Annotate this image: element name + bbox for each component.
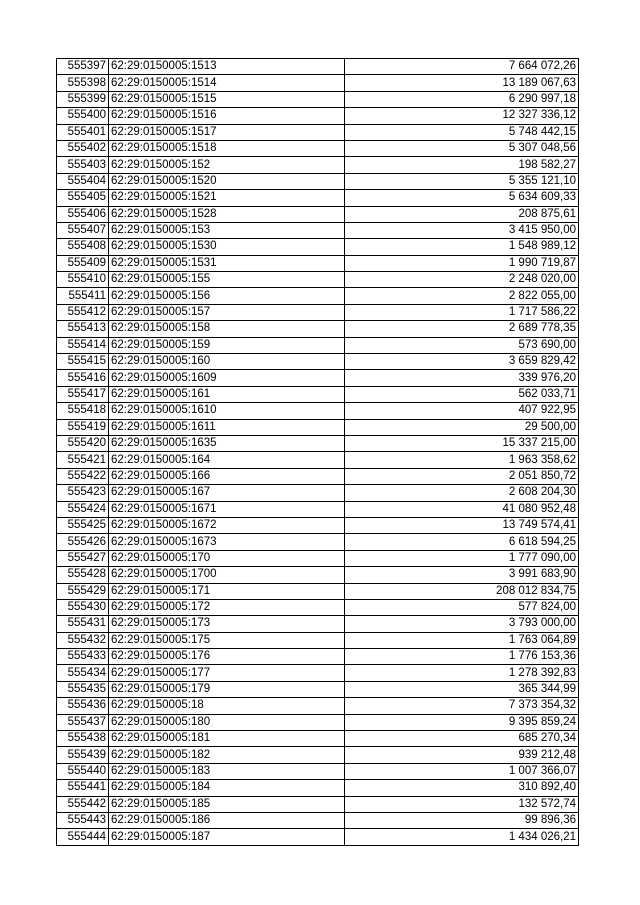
cadastral-number-cell: 62:29:0150005:180 bbox=[109, 714, 345, 730]
cadastral-number-cell: 62:29:0150005:166 bbox=[109, 468, 345, 484]
cadastral-number-cell: 62:29:0150005:182 bbox=[109, 747, 345, 763]
cadastral-number-cell: 62:29:0150005:1530 bbox=[109, 239, 345, 255]
row-number-cell: 555400 bbox=[57, 108, 109, 124]
table-row bbox=[57, 583, 579, 599]
row-number-cell: 555403 bbox=[57, 157, 109, 173]
table-row bbox=[57, 354, 579, 370]
cadastral-number-cell: 62:29:0150005:185 bbox=[109, 796, 345, 812]
value-cell: 939 212,48 bbox=[345, 747, 579, 763]
table-row bbox=[57, 665, 579, 681]
value-cell: 3 415 950,00 bbox=[345, 222, 579, 238]
value-cell: 5 634 609,33 bbox=[345, 190, 579, 206]
value-cell: 1 434 026,21 bbox=[345, 829, 579, 845]
cadastral-number-cell: 62:29:0150005:175 bbox=[109, 632, 345, 648]
cadastral-number-cell: 62:29:0150005:153 bbox=[109, 222, 345, 238]
cadastral-number-cell: 62:29:0150005:1700 bbox=[109, 567, 345, 583]
table-row bbox=[57, 75, 579, 91]
table-row bbox=[57, 599, 579, 615]
cadastral-number-cell: 62:29:0150005:179 bbox=[109, 681, 345, 697]
row-number-cell: 555425 bbox=[57, 517, 109, 533]
value-cell: 2 051 850,72 bbox=[345, 468, 579, 484]
row-number-cell: 555417 bbox=[57, 386, 109, 402]
table-row bbox=[57, 386, 579, 402]
cadastral-number-cell: 62:29:0150005:184 bbox=[109, 780, 345, 796]
cadastral-number-cell: 62:29:0150005:1514 bbox=[109, 75, 345, 91]
cadastral-number-cell: 62:29:0150005:167 bbox=[109, 485, 345, 501]
table-row bbox=[57, 108, 579, 124]
value-cell: 198 582,27 bbox=[345, 157, 579, 173]
row-number-cell: 555429 bbox=[57, 583, 109, 599]
row-number-cell: 555406 bbox=[57, 206, 109, 222]
table-row bbox=[57, 173, 579, 189]
row-number-cell: 555426 bbox=[57, 534, 109, 550]
cadastral-number-cell: 62:29:0150005:181 bbox=[109, 731, 345, 747]
table-row bbox=[57, 190, 579, 206]
cadastral-value-table bbox=[56, 58, 579, 846]
value-cell: 1 777 090,00 bbox=[345, 550, 579, 566]
row-number-cell: 555419 bbox=[57, 419, 109, 435]
value-cell: 7 664 072,26 bbox=[345, 59, 579, 75]
value-cell: 339 976,20 bbox=[345, 370, 579, 386]
cadastral-number-cell: 62:29:0150005:187 bbox=[109, 829, 345, 845]
table-row bbox=[57, 649, 579, 665]
value-cell: 1 763 064,89 bbox=[345, 632, 579, 648]
value-cell: 7 373 354,32 bbox=[345, 698, 579, 714]
row-number-cell: 555412 bbox=[57, 304, 109, 320]
table-body bbox=[57, 59, 579, 846]
value-cell: 1 278 392,83 bbox=[345, 665, 579, 681]
value-cell: 3 793 000,00 bbox=[345, 616, 579, 632]
value-cell: 208 012 834,75 bbox=[345, 583, 579, 599]
value-cell: 2 248 020,00 bbox=[345, 272, 579, 288]
cadastral-number-cell: 62:29:0150005:18 bbox=[109, 698, 345, 714]
cadastral-number-cell: 62:29:0150005:1520 bbox=[109, 173, 345, 189]
row-number-cell: 555431 bbox=[57, 616, 109, 632]
table-row bbox=[57, 780, 579, 796]
cadastral-number-cell: 62:29:0150005:1516 bbox=[109, 108, 345, 124]
value-cell: 5 748 442,15 bbox=[345, 124, 579, 140]
cadastral-number-cell: 62:29:0150005:1531 bbox=[109, 255, 345, 271]
value-cell: 577 824,00 bbox=[345, 599, 579, 615]
value-cell: 1 963 358,62 bbox=[345, 452, 579, 468]
cadastral-number-cell: 62:29:0150005:1610 bbox=[109, 403, 345, 419]
cadastral-number-cell: 62:29:0150005:1517 bbox=[109, 124, 345, 140]
cadastral-number-cell: 62:29:0150005:160 bbox=[109, 354, 345, 370]
row-number-cell: 555397 bbox=[57, 59, 109, 75]
value-cell: 1 007 366,07 bbox=[345, 763, 579, 779]
value-cell: 310 892,40 bbox=[345, 780, 579, 796]
table-row bbox=[57, 534, 579, 550]
table-row bbox=[57, 403, 579, 419]
table-row bbox=[57, 321, 579, 337]
row-number-cell: 555437 bbox=[57, 714, 109, 730]
cadastral-number-cell: 62:29:0150005:1513 bbox=[109, 59, 345, 75]
value-cell: 562 033,71 bbox=[345, 386, 579, 402]
table-row bbox=[57, 468, 579, 484]
row-number-cell: 555439 bbox=[57, 747, 109, 763]
cadastral-number-cell: 62:29:0150005:159 bbox=[109, 337, 345, 353]
table-row bbox=[57, 616, 579, 632]
table-row bbox=[57, 698, 579, 714]
cadastral-number-cell: 62:29:0150005:161 bbox=[109, 386, 345, 402]
table-row bbox=[57, 796, 579, 812]
cadastral-number-cell: 62:29:0150005:164 bbox=[109, 452, 345, 468]
table-row bbox=[57, 501, 579, 517]
cadastral-number-cell: 62:29:0150005:156 bbox=[109, 288, 345, 304]
row-number-cell: 555399 bbox=[57, 91, 109, 107]
cadastral-number-cell: 62:29:0150005:1673 bbox=[109, 534, 345, 550]
cadastral-number-cell: 62:29:0150005:170 bbox=[109, 550, 345, 566]
value-cell: 6 618 594,25 bbox=[345, 534, 579, 550]
cadastral-number-cell: 62:29:0150005:1515 bbox=[109, 91, 345, 107]
value-cell: 208 875,61 bbox=[345, 206, 579, 222]
cadastral-number-cell: 62:29:0150005:176 bbox=[109, 649, 345, 665]
cadastral-number-cell: 62:29:0150005:1521 bbox=[109, 190, 345, 206]
table-row bbox=[57, 91, 579, 107]
row-number-cell: 555402 bbox=[57, 140, 109, 156]
table-row bbox=[57, 550, 579, 566]
row-number-cell: 555436 bbox=[57, 698, 109, 714]
value-cell: 1 990 719,87 bbox=[345, 255, 579, 271]
table-row bbox=[57, 485, 579, 501]
row-number-cell: 555423 bbox=[57, 485, 109, 501]
value-cell: 9 395 859,24 bbox=[345, 714, 579, 730]
value-cell: 41 080 952,48 bbox=[345, 501, 579, 517]
table-row bbox=[57, 124, 579, 140]
row-number-cell: 555430 bbox=[57, 599, 109, 615]
row-number-cell: 555415 bbox=[57, 354, 109, 370]
table-row bbox=[57, 567, 579, 583]
row-number-cell: 555442 bbox=[57, 796, 109, 812]
value-cell: 99 896,36 bbox=[345, 812, 579, 828]
row-number-cell: 555398 bbox=[57, 75, 109, 91]
row-number-cell: 555443 bbox=[57, 812, 109, 828]
document-page bbox=[56, 58, 579, 846]
cadastral-number-cell: 62:29:0150005:177 bbox=[109, 665, 345, 681]
value-cell: 2 822 055,00 bbox=[345, 288, 579, 304]
value-cell: 1 717 586,22 bbox=[345, 304, 579, 320]
row-number-cell: 555409 bbox=[57, 255, 109, 271]
value-cell: 2 689 778,35 bbox=[345, 321, 579, 337]
cadastral-number-cell: 62:29:0150005:1518 bbox=[109, 140, 345, 156]
value-cell: 5 307 048,56 bbox=[345, 140, 579, 156]
table-row bbox=[57, 239, 579, 255]
cadastral-number-cell: 62:29:0150005:1528 bbox=[109, 206, 345, 222]
cadastral-number-cell: 62:29:0150005:173 bbox=[109, 616, 345, 632]
table-row bbox=[57, 731, 579, 747]
cadastral-number-cell: 62:29:0150005:1611 bbox=[109, 419, 345, 435]
table-row bbox=[57, 272, 579, 288]
table-row bbox=[57, 255, 579, 271]
cadastral-number-cell: 62:29:0150005:155 bbox=[109, 272, 345, 288]
row-number-cell: 555441 bbox=[57, 780, 109, 796]
cadastral-number-cell: 62:29:0150005:183 bbox=[109, 763, 345, 779]
table-row bbox=[57, 337, 579, 353]
cadastral-number-cell: 62:29:0150005:1635 bbox=[109, 435, 345, 451]
cadastral-number-cell: 62:29:0150005:172 bbox=[109, 599, 345, 615]
row-number-cell: 555408 bbox=[57, 239, 109, 255]
row-number-cell: 555428 bbox=[57, 567, 109, 583]
table-row bbox=[57, 288, 579, 304]
row-number-cell: 555432 bbox=[57, 632, 109, 648]
value-cell: 407 922,95 bbox=[345, 403, 579, 419]
row-number-cell: 555404 bbox=[57, 173, 109, 189]
value-cell: 2 608 204,30 bbox=[345, 485, 579, 501]
table-row bbox=[57, 157, 579, 173]
table-row bbox=[57, 517, 579, 533]
cadastral-number-cell: 62:29:0150005:158 bbox=[109, 321, 345, 337]
table-row bbox=[57, 812, 579, 828]
value-cell: 573 690,00 bbox=[345, 337, 579, 353]
row-number-cell: 555435 bbox=[57, 681, 109, 697]
row-number-cell: 555413 bbox=[57, 321, 109, 337]
table-row bbox=[57, 714, 579, 730]
cadastral-number-cell: 62:29:0150005:152 bbox=[109, 157, 345, 173]
table-row bbox=[57, 370, 579, 386]
value-cell: 685 270,34 bbox=[345, 731, 579, 747]
row-number-cell: 555401 bbox=[57, 124, 109, 140]
value-cell: 12 327 336,12 bbox=[345, 108, 579, 124]
table-row bbox=[57, 435, 579, 451]
table-row bbox=[57, 829, 579, 845]
cadastral-number-cell: 62:29:0150005:157 bbox=[109, 304, 345, 320]
table-row bbox=[57, 763, 579, 779]
value-cell: 5 355 121,10 bbox=[345, 173, 579, 189]
table-row bbox=[57, 747, 579, 763]
row-number-cell: 555414 bbox=[57, 337, 109, 353]
row-number-cell: 555407 bbox=[57, 222, 109, 238]
cadastral-number-cell: 62:29:0150005:1672 bbox=[109, 517, 345, 533]
cadastral-number-cell: 62:29:0150005:1671 bbox=[109, 501, 345, 517]
row-number-cell: 555424 bbox=[57, 501, 109, 517]
table-row bbox=[57, 222, 579, 238]
row-number-cell: 555418 bbox=[57, 403, 109, 419]
table-row bbox=[57, 681, 579, 697]
cadastral-number-cell: 62:29:0150005:171 bbox=[109, 583, 345, 599]
row-number-cell: 555405 bbox=[57, 190, 109, 206]
value-cell: 13 749 574,41 bbox=[345, 517, 579, 533]
row-number-cell: 555411 bbox=[57, 288, 109, 304]
value-cell: 13 189 067,63 bbox=[345, 75, 579, 91]
row-number-cell: 555434 bbox=[57, 665, 109, 681]
row-number-cell: 555422 bbox=[57, 468, 109, 484]
value-cell: 365 344,99 bbox=[345, 681, 579, 697]
table-row bbox=[57, 632, 579, 648]
value-cell: 1 776 153,36 bbox=[345, 649, 579, 665]
table-row bbox=[57, 59, 579, 75]
value-cell: 3 991 683,90 bbox=[345, 567, 579, 583]
value-cell: 29 500,00 bbox=[345, 419, 579, 435]
row-number-cell: 555421 bbox=[57, 452, 109, 468]
row-number-cell: 555438 bbox=[57, 731, 109, 747]
value-cell: 132 572,74 bbox=[345, 796, 579, 812]
row-number-cell: 555427 bbox=[57, 550, 109, 566]
cadastral-number-cell: 62:29:0150005:186 bbox=[109, 812, 345, 828]
table-row bbox=[57, 419, 579, 435]
cadastral-number-cell: 62:29:0150005:1609 bbox=[109, 370, 345, 386]
value-cell: 15 337 215,00 bbox=[345, 435, 579, 451]
row-number-cell: 555433 bbox=[57, 649, 109, 665]
value-cell: 3 659 829,42 bbox=[345, 354, 579, 370]
value-cell: 1 548 989,12 bbox=[345, 239, 579, 255]
table-row bbox=[57, 304, 579, 320]
row-number-cell: 555444 bbox=[57, 829, 109, 845]
row-number-cell: 555440 bbox=[57, 763, 109, 779]
row-number-cell: 555410 bbox=[57, 272, 109, 288]
row-number-cell: 555420 bbox=[57, 435, 109, 451]
value-cell: 6 290 997,18 bbox=[345, 91, 579, 107]
table-row bbox=[57, 140, 579, 156]
row-number-cell: 555416 bbox=[57, 370, 109, 386]
table-row bbox=[57, 452, 579, 468]
table-row bbox=[57, 206, 579, 222]
